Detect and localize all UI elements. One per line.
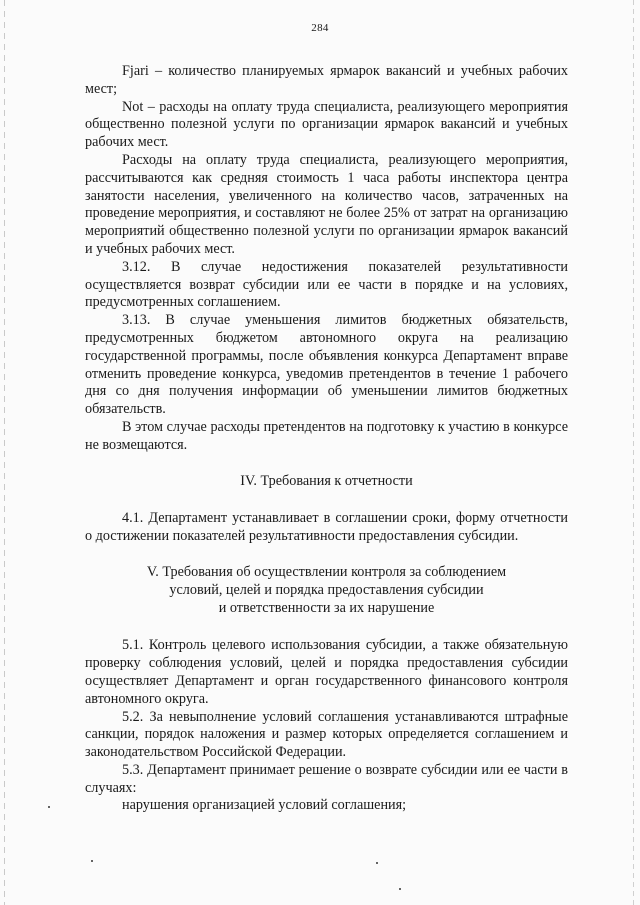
section-4-heading: IV. Требования к отчетности — [240, 472, 413, 489]
paragraph-not: Not – расходы на оплату труда специалиста, реализующего мероприятия общественно полезной услуги по организации ярмарок вакансий и учебных рабочих мест. — [85, 98, 568, 151]
section-5-heading-line-2: условий, целей и порядка предоставления субсидии — [169, 581, 484, 598]
paragraph-4-1: 4.1. Департамент устанавливает в соглашении сроки, форму отчетности о достижении показателей результативности предоставления субсидии. — [85, 510, 568, 545]
scan-speck — [399, 888, 401, 890]
section-5-heading-line-3: и ответственности за их нарушение — [218, 599, 435, 616]
paragraph-5-1: 5.1. Контроль целевого использования субсидии, а также обязательную проверку соблюдения условий, целей и порядка предоставления субсидии осуществляет Департамент и орган государственного финансового контроля автономного округа. — [85, 637, 568, 707]
paragraph-3-13: 3.13. В случае уменьшения лимитов бюджетных обязательств, предусмотренных бюджетом автономного округа на реализацию государственной программы, после объявления конкурса Департамент вправе отменить проведение конкурса, уведомив претендентов в течение 1 рабочего дня со дня получения информации об уменьшении лимитов бюджетных обязательств. — [85, 312, 568, 418]
paragraph-5-2: 5.2. За невыполнение условий соглашения устанавливаются штрафные санкции, порядок наложения и размер которых определяется соглашением и законодательством Российской Федерации. — [85, 708, 568, 761]
page-number: 284 — [311, 22, 329, 34]
paragraph-3-12: 3.12. В случае недостижения показателей результативности осуществляется возврат субсидии или ее части в порядке и на условиях, предусмотренных соглашением. — [85, 258, 568, 311]
scan-speck — [376, 862, 378, 864]
paragraph-no-reimbursement: В этом случае расходы претендентов на подготовку к участию в конкурсе не возмещаются. — [85, 418, 568, 453]
document-body — [85, 63, 568, 815]
paragraph-violation: нарушения организацией условий соглашения; — [122, 797, 407, 814]
section-5-heading-line-1: V. Требования об осуществлении контроля за соблюдением — [146, 563, 507, 580]
paragraph-5-3: 5.3. Департамент принимает решение о возврате субсидии или ее части в случаях: — [85, 761, 568, 796]
scan-edge-left — [4, 0, 5, 905]
scan-speck — [91, 860, 93, 862]
scan-speck — [48, 806, 50, 808]
scan-edge-right — [633, 0, 634, 905]
paragraph-fjari: Fjari – количество планируемых ярмарок вакансий и учебных рабочих мест; — [85, 63, 568, 97]
paragraph-expenses: Расходы на оплату труда специалиста, реализующего мероприятия, рассчитываются как средняя стоимость 1 часа работы инспектора центра занятости населения, увеличенного на количество часов, затраченных на проведение мероприятия, и составляют не более 25% от затрат на организацию мероприятий общественно полезной услуги по организации ярмарок вакансий и учебных рабочих мест. — [85, 151, 568, 257]
